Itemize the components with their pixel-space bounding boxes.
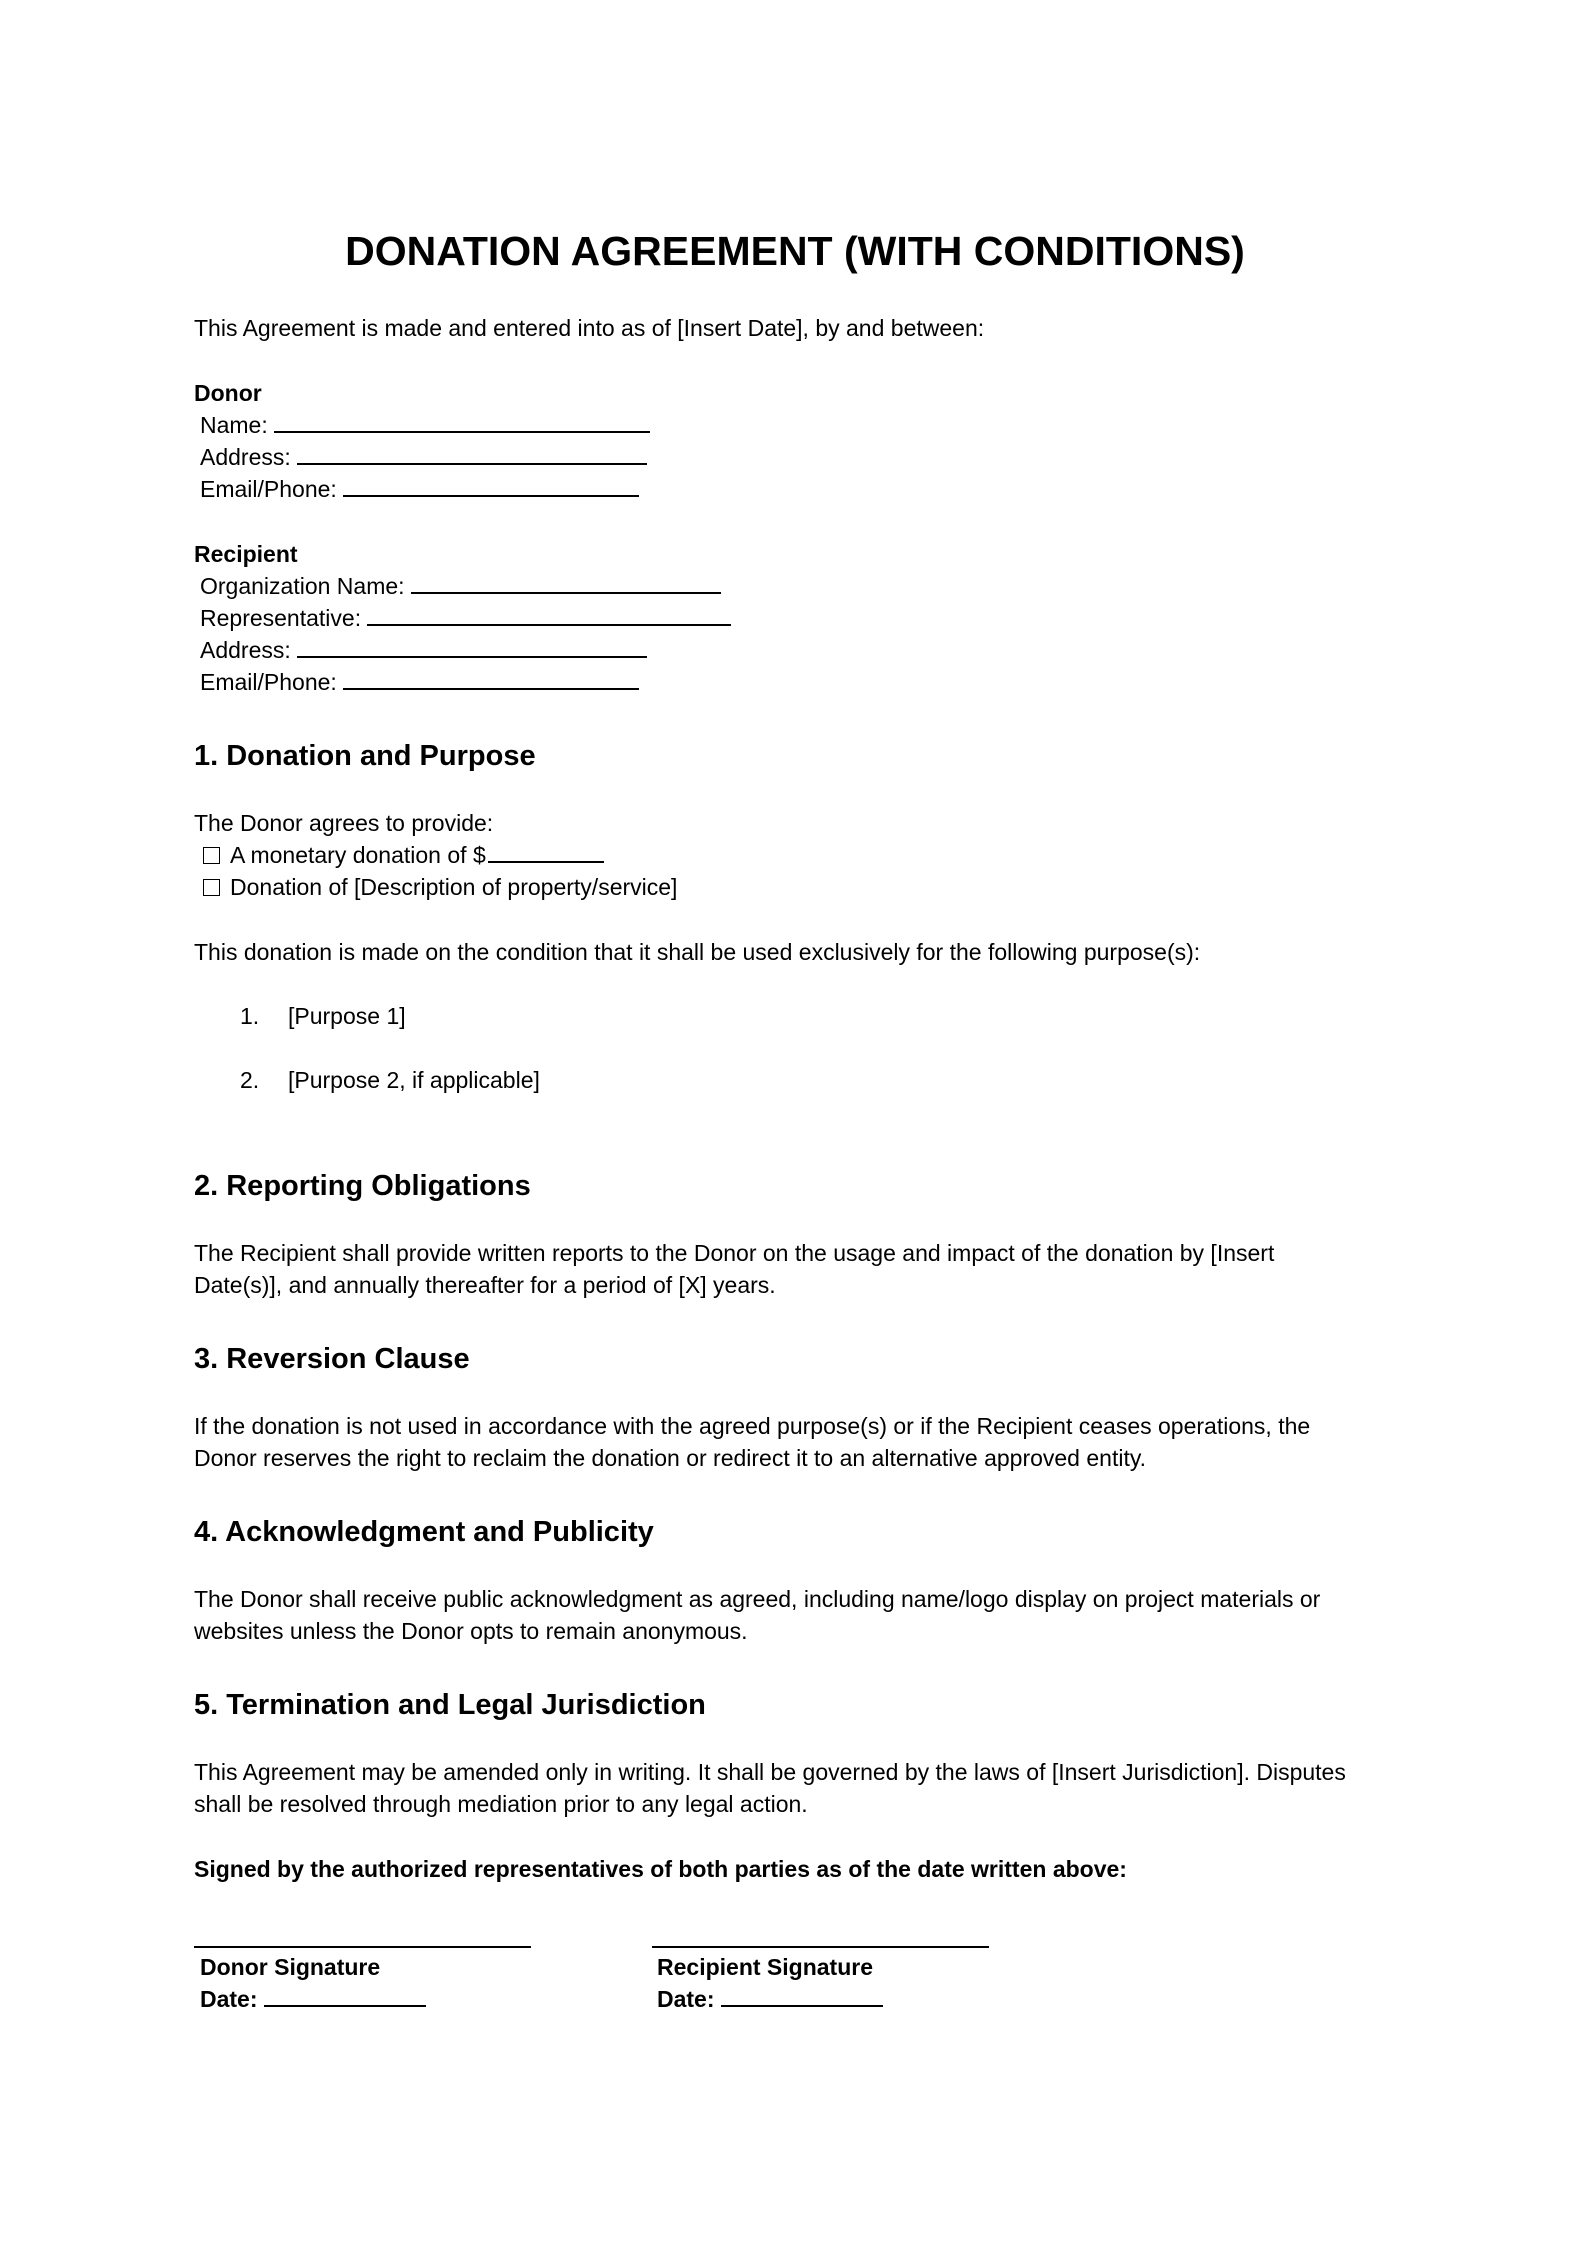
section-2-heading: 2. Reporting Obligations [194,1170,531,1202]
recipient-address-field [200,634,647,666]
purpose-text: [Purpose 1] [288,1003,406,1029]
purpose-number: 1. [240,1003,260,1029]
recipient-date-blank[interactable] [721,1983,883,2007]
section-4-heading: 4. Acknowledgment and Publicity [194,1516,654,1548]
recipient-address-label: Address: [200,637,291,663]
recipient-representative-label: Representative: [200,605,362,631]
recipient-org-name-blank[interactable] [411,570,721,594]
donor-address-blank[interactable] [297,441,647,465]
recipient-date-label: Date: [657,1986,715,2012]
recipient-email-phone-label: Email/Phone: [200,669,337,695]
purpose-item [240,1000,406,1032]
donor-heading: Donor [194,380,262,406]
monetary-amount-blank[interactable] [488,839,604,863]
donor-signature-label: Donor Signature [200,1954,381,1980]
recipient-date-field [657,1983,883,2015]
recipient-email-phone-blank[interactable] [343,666,639,690]
document-title: DONATION AGREEMENT (WITH CONDITIONS) [345,228,1245,274]
option-property-label: Donation of [Description of property/service] [230,874,678,900]
donor-name-label: Name: [200,412,268,438]
recipient-representative-blank[interactable] [367,602,731,626]
section-5-line-2: shall be resolved through mediation prior to any legal action. [194,1791,808,1817]
donor-email-phone-label: Email/Phone: [200,476,337,502]
donor-date-label: Date: [200,1986,258,2012]
section-4-line-1: The Donor shall receive public acknowledgment as agreed, including name/logo display on project materials or [194,1586,1321,1612]
recipient-representative-field [200,602,731,634]
donor-address-field [200,441,647,473]
signature-statement: Signed by the authorized representatives of both parties as of the date written above: [194,1856,1127,1882]
section-3-heading: 3. Reversion Clause [194,1343,470,1375]
donor-date-field [200,1983,426,2015]
recipient-signature-label: Recipient Signature [657,1954,873,1980]
donor-signature-line[interactable] [194,1946,531,1948]
donor-name-blank[interactable] [274,409,650,433]
section-1-condition: This donation is made on the condition that it shall be used exclusively for the following purpose(s): [194,939,1201,965]
recipient-address-blank[interactable] [297,634,647,658]
section-2-line-2: Date(s)], and annually thereafter for a period of [X] years. [194,1272,776,1298]
purpose-item [240,1064,540,1096]
intro-paragraph: This Agreement is made and entered into as of [Insert Date], by and between: [194,315,985,341]
section-3-line-1: If the donation is not used in accordance with the agreed purpose(s) or if the Recipient ceases operations, the [194,1413,1311,1439]
purpose-text: [Purpose 2, if applicable] [288,1067,540,1093]
section-1-heading: 1. Donation and Purpose [194,740,536,772]
option-property [203,871,677,903]
donor-email-phone-blank[interactable] [343,473,639,497]
section-2-line-1: The Recipient shall provide written reports to the Donor on the usage and impact of the donation by [Insert [194,1240,1275,1266]
donor-name-field [200,409,650,441]
section-5-heading: 5. Termination and Legal Jurisdiction [194,1689,706,1721]
monetary-checkbox[interactable] [203,847,220,864]
option-monetary [203,839,604,871]
recipient-heading: Recipient [194,541,298,567]
section-1-lead: The Donor agrees to provide: [194,810,494,836]
recipient-org-name-label: Organization Name: [200,573,405,599]
section-5-line-1: This Agreement may be amended only in writing. It shall be governed by the laws of [Insert Jurisdiction]. Disputes [194,1759,1346,1785]
donor-date-blank[interactable] [264,1983,426,2007]
recipient-signature-line[interactable] [652,1946,989,1948]
recipient-email-phone-field [200,666,639,698]
donor-email-phone-field [200,473,639,505]
donor-address-label: Address: [200,444,291,470]
recipient-org-name-field [200,570,721,602]
section-3-line-2: Donor reserves the right to reclaim the donation or redirect it to an alternative approved entity. [194,1445,1147,1471]
property-checkbox[interactable] [203,879,220,896]
purpose-number: 2. [240,1067,260,1093]
option-monetary-label: A monetary donation of $ [230,842,486,868]
section-4-line-2: websites unless the Donor opts to remain anonymous. [194,1618,748,1644]
